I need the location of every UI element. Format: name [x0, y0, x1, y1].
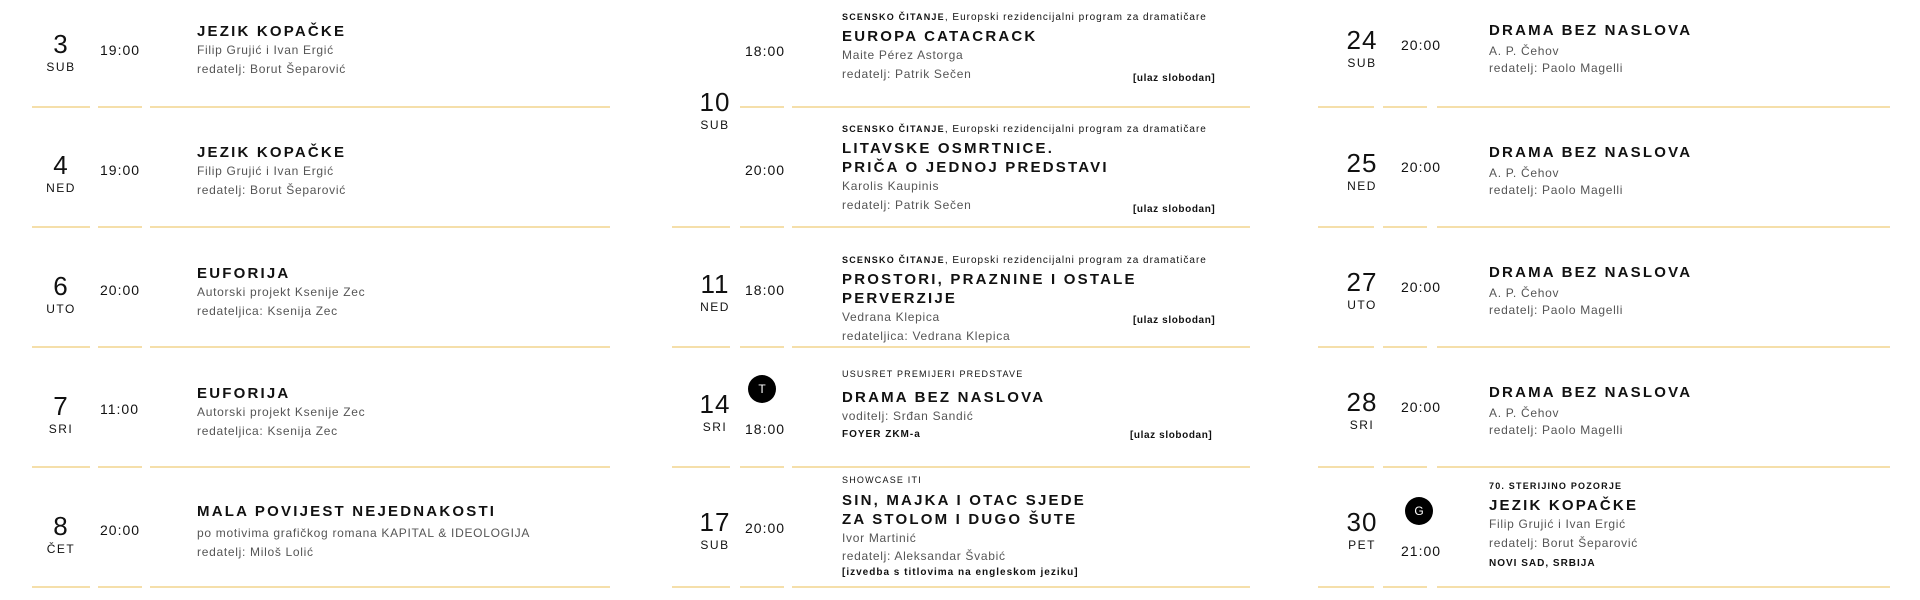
event-subtitle-note: [izvedba s titlovima na engleskom jeziku]	[842, 567, 1079, 578]
divider	[1383, 106, 1427, 108]
divider	[672, 346, 730, 348]
divider	[150, 106, 610, 108]
divider	[1318, 466, 1374, 468]
day-number: 7	[53, 391, 69, 421]
divider	[672, 226, 730, 228]
date	[680, 508, 750, 552]
date	[1327, 26, 1397, 70]
day-number: 3	[53, 29, 69, 59]
event-time: 19:00	[100, 162, 141, 178]
event-time: 19:00	[100, 42, 141, 58]
event-author: Autorski projekt Ksenije Zec	[197, 405, 366, 419]
divider	[1437, 466, 1890, 468]
event-tag-label: SHOWCASE ITI	[842, 475, 922, 485]
event-title[interactable]: DRAMA BEZ NASLOVA	[1489, 384, 1693, 401]
divider	[150, 586, 610, 588]
event-info	[197, 500, 530, 562]
divider	[792, 586, 1250, 588]
event-title-line-2[interactable]: ZA STOLOM I DUGO ŠUTE	[842, 511, 1078, 528]
event-author: Maite Pérez Astorga	[842, 48, 964, 62]
event-author: Filip Grujić i Ivan Ergić	[197, 164, 334, 178]
event-tag	[842, 253, 1250, 268]
divider	[150, 226, 610, 228]
event-time: 11:00	[100, 401, 139, 417]
divider	[1383, 466, 1427, 468]
event-title[interactable]: DRAMA BEZ NASLOVA	[842, 389, 1046, 406]
event-info	[1489, 141, 1692, 199]
event-moderator: voditelj: Srđan Sandić	[842, 409, 974, 423]
event-info	[1489, 479, 1638, 572]
divider	[740, 226, 784, 228]
event-title[interactable]: JEZIK KOPAČKE	[197, 144, 347, 161]
event-title[interactable]: JEZIK KOPAČKE	[1489, 497, 1639, 514]
divider	[792, 466, 1250, 468]
event-time: 20:00	[1401, 159, 1442, 175]
event-info	[1489, 261, 1692, 319]
divider	[792, 226, 1250, 228]
day-number: 4	[53, 150, 69, 180]
divider	[792, 346, 1250, 348]
divider	[1383, 346, 1427, 348]
divider	[98, 346, 142, 348]
divider	[150, 346, 610, 348]
day-number: 11	[700, 269, 730, 299]
event-tag-detail: , Europski rezidencijalni program za dramatičare	[944, 124, 1207, 135]
event-title[interactable]: DRAMA BEZ NASLOVA	[1489, 264, 1693, 281]
date	[680, 390, 750, 434]
event-director: redatelj: Borut Šeparović	[197, 62, 346, 76]
day-name: SRI	[702, 420, 728, 434]
event-tag	[842, 473, 1250, 488]
day-number: 14	[699, 389, 731, 419]
event-director: redatelj: Miloš Lolić	[197, 545, 314, 559]
day-name: PET	[1348, 538, 1376, 552]
event-title[interactable]: JEZIK KOPAČKE	[197, 23, 347, 40]
date	[26, 30, 96, 74]
divider	[740, 466, 784, 468]
event-time: 20:00	[100, 282, 141, 298]
divider	[98, 586, 142, 588]
day-number: 30	[1346, 507, 1378, 537]
event-info	[842, 122, 1250, 215]
date	[26, 392, 96, 436]
event-author: Autorski projekt Ksenije Zec	[197, 285, 366, 299]
event-badge-t: T	[748, 375, 776, 403]
event-tag-label: 70. STERIJINO POZORJE	[1489, 481, 1623, 491]
event-time: 18:00	[745, 421, 786, 437]
event-info	[197, 20, 346, 79]
event-title[interactable]: DRAMA BEZ NASLOVA	[1489, 22, 1693, 39]
event-author: Filip Grujić i Ivan Ergić	[197, 43, 334, 57]
event-title[interactable]: MALA POVIJEST NEJEDNAKOSTI	[197, 503, 497, 520]
event-tag-label: USUSRET PREMIJERI PREDSTAVE	[842, 369, 1024, 379]
event-info	[197, 141, 346, 200]
date	[680, 88, 750, 132]
day-name: UTO	[1347, 298, 1377, 312]
day-name: SRI	[48, 422, 74, 436]
day-number: 27	[1346, 267, 1378, 297]
event-info	[197, 382, 365, 441]
divider	[150, 466, 610, 468]
date	[1327, 149, 1397, 193]
date	[26, 272, 96, 316]
event-tag	[1489, 479, 1638, 494]
divider	[1318, 106, 1374, 108]
day-name: NED	[1347, 179, 1377, 193]
day-name: SUB	[700, 118, 730, 132]
event-director: redatelj: Paolo Magelli	[1489, 61, 1624, 75]
day-name: SUB	[46, 60, 76, 74]
event-author: po motivima grafičkog romana KAPITAL & IDEOLOGIJA	[197, 526, 531, 540]
date	[680, 270, 750, 314]
divider	[672, 586, 730, 588]
date	[26, 512, 96, 556]
event-author: A. P. Čehov	[1489, 166, 1560, 180]
event-director: redateljica: Vedrana Klepica	[842, 329, 1011, 343]
event-director: redatelj: Borut Šeparović	[1489, 536, 1638, 550]
divider	[1383, 586, 1427, 588]
day-number: 6	[53, 271, 69, 301]
free-entry-label: [ulaz slobodan]	[1133, 315, 1216, 326]
day-number: 10	[699, 87, 731, 117]
event-tag	[842, 367, 1250, 382]
divider	[1318, 586, 1374, 588]
divider	[98, 466, 142, 468]
day-name: SUB	[1347, 56, 1377, 70]
event-title[interactable]: EUROPA CATACRACK	[842, 28, 1038, 45]
event-title[interactable]: SIN, MAJKA I OTAC SJEDE	[842, 492, 1086, 509]
event-director: redateljica: Ksenija Zec	[197, 424, 338, 438]
day-name: UTO	[46, 302, 76, 316]
day-number: 25	[1346, 148, 1378, 178]
event-title[interactable]: PROSTORI, PRAZNINE I OSTALE PERVERZIJE	[842, 271, 1137, 307]
event-time: 18:00	[745, 43, 786, 59]
event-author: Vedrana Klepica	[842, 310, 940, 324]
event-time: 20:00	[745, 162, 786, 178]
event-director: redatelj: Patrik Sečen	[842, 198, 972, 212]
event-info	[1489, 381, 1692, 439]
event-title[interactable]: EUFORIJA	[197, 265, 291, 282]
event-time: 20:00	[1401, 399, 1442, 415]
day-name: NED	[700, 300, 730, 314]
event-title-line-2[interactable]: PRIČA O JEDNOJ PREDSTAVI	[842, 159, 1109, 176]
divider	[672, 466, 730, 468]
event-info	[842, 473, 1250, 580]
event-director: redatelj: Borut Šeparović	[197, 183, 346, 197]
date	[1327, 268, 1397, 312]
event-time: 20:00	[745, 520, 786, 536]
event-director: redatelj: Patrik Sečen	[842, 67, 972, 81]
divider	[1383, 226, 1427, 228]
event-info	[197, 262, 365, 321]
event-badge-g: G	[1405, 497, 1433, 525]
event-director: redatelj: Paolo Magelli	[1489, 423, 1624, 437]
event-time: 20:00	[100, 522, 141, 538]
day-number: 17	[699, 507, 731, 537]
day-number: 8	[53, 511, 69, 541]
event-info	[1489, 19, 1692, 77]
divider	[98, 226, 142, 228]
event-title[interactable]: LITAVSKE OSMRTNICE.	[842, 140, 1055, 157]
divider	[32, 466, 90, 468]
divider	[1437, 106, 1890, 108]
divider	[1318, 346, 1374, 348]
divider	[792, 106, 1250, 108]
event-tag	[842, 10, 1250, 25]
event-title[interactable]: DRAMA BEZ NASLOVA	[1489, 144, 1693, 161]
event-tag-detail: , Europski rezidencijalni program za dramatičare	[944, 12, 1207, 23]
free-entry-label: [ulaz slobodan]	[1130, 430, 1213, 441]
event-tag	[842, 122, 1250, 137]
event-time: 18:00	[745, 282, 786, 298]
day-number: 28	[1346, 387, 1378, 417]
divider	[740, 106, 784, 108]
event-director: redateljica: Ksenija Zec	[197, 304, 338, 318]
divider	[1437, 346, 1890, 348]
event-location: NOVI SAD, SRBIJA	[1489, 558, 1596, 569]
divider	[32, 106, 90, 108]
divider	[1437, 586, 1890, 588]
free-entry-label: [ulaz slobodan]	[1133, 204, 1216, 215]
event-time: 21:00	[1401, 543, 1442, 559]
date	[26, 151, 96, 195]
divider	[740, 586, 784, 588]
event-tag-label: SCENSKO ČITANJE	[842, 255, 945, 265]
divider	[32, 586, 90, 588]
divider	[32, 346, 90, 348]
day-name: SUB	[700, 538, 730, 552]
divider	[740, 346, 784, 348]
day-name: SRI	[1349, 418, 1375, 432]
day-name: NED	[46, 181, 76, 195]
free-entry-label: [ulaz slobodan]	[1133, 73, 1216, 84]
event-time: 20:00	[1401, 37, 1442, 53]
event-director: redatelj: Paolo Magelli	[1489, 183, 1624, 197]
divider	[1318, 226, 1374, 228]
day-number: 24	[1346, 25, 1378, 55]
event-time: 20:00	[1401, 279, 1442, 295]
day-name: ČET	[46, 542, 76, 556]
event-tag-detail: , Europski rezidencijalni program za dramatičare	[944, 255, 1207, 266]
event-director: redatelj: Aleksandar Švabić	[842, 549, 1006, 563]
event-venue: FOYER ZKM-a	[842, 429, 921, 440]
schedule-column-3	[1280, 0, 1920, 600]
event-author: A. P. Čehov	[1489, 286, 1560, 300]
event-info	[842, 253, 1250, 346]
event-author: Ivor Martinić	[842, 531, 917, 545]
event-author: Filip Grujić i Ivan Ergić	[1489, 517, 1626, 531]
event-tag-label: SCENSKO ČITANJE	[842, 12, 945, 22]
event-title[interactable]: EUFORIJA	[197, 385, 291, 402]
schedule-column-2	[640, 0, 1280, 600]
event-author: Karolis Kaupinis	[842, 179, 940, 193]
event-tag-label: SCENSKO ČITANJE	[842, 124, 945, 134]
event-author: A. P. Čehov	[1489, 44, 1560, 58]
schedule-column-1	[0, 0, 640, 600]
divider	[1437, 226, 1890, 228]
event-director: redatelj: Paolo Magelli	[1489, 303, 1624, 317]
divider	[98, 106, 142, 108]
date	[1327, 508, 1397, 552]
divider	[32, 226, 90, 228]
event-author: A. P. Čehov	[1489, 406, 1560, 420]
date	[1327, 388, 1397, 432]
